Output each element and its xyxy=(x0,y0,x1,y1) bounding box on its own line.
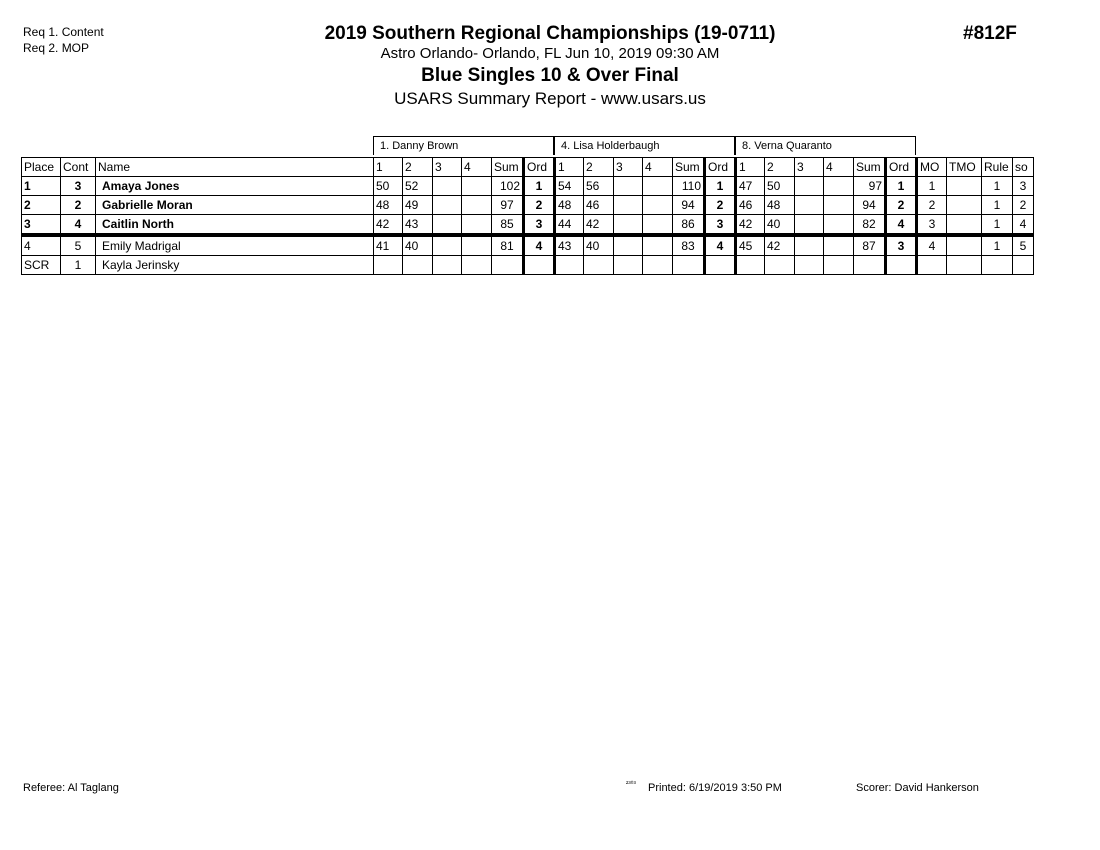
requirement-1: Req 1. Content xyxy=(23,25,104,39)
col-j1-sum: Sum xyxy=(492,158,524,177)
judge-3-header: 8. Verna Quaranto xyxy=(735,136,916,155)
score-cell: 46 xyxy=(736,196,765,215)
mo-cell: 4 xyxy=(917,235,947,256)
col-rule: Rule xyxy=(982,158,1013,177)
tmo-cell xyxy=(947,235,982,256)
score-cell: 44 xyxy=(555,215,584,236)
col-j1-s4: 4 xyxy=(462,158,492,177)
cont-cell: 3 xyxy=(61,177,96,196)
ord-cell: 4 xyxy=(705,235,736,256)
skater-name: Amaya Jones xyxy=(96,177,374,196)
cont-cell: 1 xyxy=(61,256,96,275)
scorer-label: Scorer: David Hankerson xyxy=(856,782,979,794)
rule-cell: 1 xyxy=(982,235,1013,256)
score-cell: 45 xyxy=(736,235,765,256)
sum-cell: 97 xyxy=(492,196,524,215)
col-name: Name xyxy=(96,158,374,177)
ord-cell: 2 xyxy=(886,196,917,215)
col-j3-s4: 4 xyxy=(824,158,854,177)
skater-name: Caitlin North xyxy=(96,215,374,236)
score-cell xyxy=(462,256,492,275)
mo-cell xyxy=(917,256,947,275)
ord-cell: 4 xyxy=(524,235,555,256)
score-cell: 40 xyxy=(765,215,795,236)
event-title: Blue Singles 10 & Over Final xyxy=(421,65,679,86)
judge-1-header: 1. Danny Brown xyxy=(373,136,554,155)
so-cell xyxy=(1013,256,1034,275)
table-row xyxy=(22,177,1034,196)
ord-cell: 3 xyxy=(524,215,555,236)
score-cell: 49 xyxy=(403,196,433,215)
so-cell: 4 xyxy=(1013,215,1034,236)
sum-cell xyxy=(492,256,524,275)
sum-cell xyxy=(854,256,886,275)
rule-cell: 1 xyxy=(982,196,1013,215)
tmo-cell xyxy=(947,215,982,236)
score-cell xyxy=(824,196,854,215)
score-cell xyxy=(643,256,673,275)
col-j3-sum: Sum xyxy=(854,158,886,177)
ord-cell: 1 xyxy=(705,177,736,196)
score-cell xyxy=(795,235,824,256)
sum-cell: 102 xyxy=(492,177,524,196)
score-cell: 46 xyxy=(584,196,614,215)
ord-cell: 3 xyxy=(705,215,736,236)
col-j2-s2: 2 xyxy=(584,158,614,177)
score-cell xyxy=(824,256,854,275)
score-cell xyxy=(736,256,765,275)
score-cell: 48 xyxy=(765,196,795,215)
score-cell xyxy=(462,235,492,256)
col-j1-s3: 3 xyxy=(433,158,462,177)
score-cell xyxy=(433,215,462,236)
score-cell xyxy=(614,196,643,215)
table-row xyxy=(22,235,1034,256)
score-cell: 50 xyxy=(765,177,795,196)
col-j1-ord: Ord xyxy=(524,158,555,177)
score-cell: 48 xyxy=(555,196,584,215)
cont-cell: 2 xyxy=(61,196,96,215)
col-j3-s3: 3 xyxy=(795,158,824,177)
sum-cell: 85 xyxy=(492,215,524,236)
score-cell: 41 xyxy=(374,235,403,256)
col-j1-s1: 1 xyxy=(374,158,403,177)
score-cell xyxy=(433,177,462,196)
score-cell xyxy=(555,256,584,275)
score-cell: 48 xyxy=(374,196,403,215)
so-cell: 3 xyxy=(1013,177,1034,196)
cont-cell: 5 xyxy=(61,235,96,256)
table-row xyxy=(22,196,1034,215)
ord-cell: 2 xyxy=(524,196,555,215)
place-cell: 3 xyxy=(22,215,61,236)
sum-cell: 94 xyxy=(854,196,886,215)
rule-cell: 1 xyxy=(982,177,1013,196)
ord-cell: 1 xyxy=(524,177,555,196)
sum-cell: 86 xyxy=(673,215,705,236)
col-tmo: TMO xyxy=(947,158,982,177)
score-cell: 42 xyxy=(584,215,614,236)
sum-cell: 110 xyxy=(673,177,705,196)
skater-name: Emily Madrigal xyxy=(96,235,374,256)
tmo-cell xyxy=(947,256,982,275)
score-cell: 42 xyxy=(736,215,765,236)
score-cell: 40 xyxy=(584,235,614,256)
col-cont: Cont xyxy=(61,158,96,177)
score-cell xyxy=(614,235,643,256)
score-cell: 42 xyxy=(765,235,795,256)
cont-cell: 4 xyxy=(61,215,96,236)
score-cell xyxy=(462,177,492,196)
ord-cell: 3 xyxy=(886,235,917,256)
version-mark: ²³⁰³ xyxy=(626,781,636,788)
place-cell: 4 xyxy=(22,235,61,256)
score-cell: 52 xyxy=(403,177,433,196)
score-cell xyxy=(462,215,492,236)
score-cell xyxy=(614,256,643,275)
tmo-cell xyxy=(947,196,982,215)
ord-cell: 4 xyxy=(886,215,917,236)
score-table xyxy=(21,157,1034,275)
competition-title: 2019 Southern Regional Championships (19-0711) xyxy=(324,23,776,44)
rule-cell: 1 xyxy=(982,215,1013,236)
skater-name: Kayla Jerinsky xyxy=(96,256,374,275)
place-cell: 2 xyxy=(22,196,61,215)
score-cell xyxy=(374,256,403,275)
score-cell xyxy=(824,235,854,256)
col-j2-s1: 1 xyxy=(555,158,584,177)
score-cell xyxy=(795,196,824,215)
sum-cell: 94 xyxy=(673,196,705,215)
sum-cell: 87 xyxy=(854,235,886,256)
col-j3-ord: Ord xyxy=(886,158,917,177)
score-cell xyxy=(614,177,643,196)
score-cell xyxy=(614,215,643,236)
score-cell xyxy=(795,215,824,236)
score-cell: 56 xyxy=(584,177,614,196)
score-cell: 40 xyxy=(403,235,433,256)
score-cell: 43 xyxy=(555,235,584,256)
score-cell xyxy=(433,235,462,256)
printed-label: Printed: 6/19/2019 3:50 PM xyxy=(648,782,782,794)
score-cell xyxy=(584,256,614,275)
col-place: Place xyxy=(22,158,61,177)
header-row xyxy=(22,158,1034,177)
score-cell xyxy=(643,177,673,196)
event-number: #812F xyxy=(963,23,1017,44)
report-title: USARS Summary Report - www.usars.us xyxy=(394,89,706,108)
score-cell: 43 xyxy=(403,215,433,236)
venue-line: Astro Orlando- Orlando, FL Jun 10, 2019 09:30 AM xyxy=(380,45,720,62)
ord-cell: 1 xyxy=(886,177,917,196)
col-so: so xyxy=(1013,158,1034,177)
score-cell xyxy=(433,196,462,215)
col-j1-s2: 2 xyxy=(403,158,433,177)
score-cell: 50 xyxy=(374,177,403,196)
score-cell xyxy=(765,256,795,275)
so-cell: 5 xyxy=(1013,235,1034,256)
tmo-cell xyxy=(947,177,982,196)
table-row xyxy=(22,256,1034,275)
judge-2-header: 4. Lisa Holderbaugh xyxy=(554,136,735,155)
ord-cell xyxy=(524,256,555,275)
table-row xyxy=(22,215,1034,236)
requirement-2: Req 2. MOP xyxy=(23,41,90,55)
col-mo: MO xyxy=(917,158,947,177)
col-j3-s1: 1 xyxy=(736,158,765,177)
skater-name: Gabrielle Moran xyxy=(96,196,374,215)
rule-cell xyxy=(982,256,1013,275)
ord-cell xyxy=(705,256,736,275)
col-j2-sum: Sum xyxy=(673,158,705,177)
score-cell xyxy=(643,196,673,215)
mo-cell: 3 xyxy=(917,215,947,236)
ord-cell: 2 xyxy=(705,196,736,215)
ord-cell xyxy=(886,256,917,275)
sum-cell: 97 xyxy=(854,177,886,196)
score-cell xyxy=(643,215,673,236)
sum-cell: 83 xyxy=(673,235,705,256)
score-cell: 47 xyxy=(736,177,765,196)
sum-cell: 81 xyxy=(492,235,524,256)
col-j3-s2: 2 xyxy=(765,158,795,177)
sum-cell: 82 xyxy=(854,215,886,236)
score-cell xyxy=(824,177,854,196)
referee-label: Referee: Al Taglang xyxy=(23,782,119,794)
score-cell xyxy=(462,196,492,215)
score-cell xyxy=(795,256,824,275)
score-cell xyxy=(403,256,433,275)
score-cell xyxy=(795,177,824,196)
score-cell xyxy=(433,256,462,275)
mo-cell: 1 xyxy=(917,177,947,196)
title-block xyxy=(0,23,1100,109)
place-cell: 1 xyxy=(22,177,61,196)
score-cell xyxy=(824,215,854,236)
mo-cell: 2 xyxy=(917,196,947,215)
score-cell: 54 xyxy=(555,177,584,196)
place-cell: SCR xyxy=(22,256,61,275)
col-j2-s3: 3 xyxy=(614,158,643,177)
sum-cell xyxy=(673,256,705,275)
col-j2-ord: Ord xyxy=(705,158,736,177)
score-cell: 42 xyxy=(374,215,403,236)
col-j2-s4: 4 xyxy=(643,158,673,177)
score-cell xyxy=(643,235,673,256)
so-cell: 2 xyxy=(1013,196,1034,215)
